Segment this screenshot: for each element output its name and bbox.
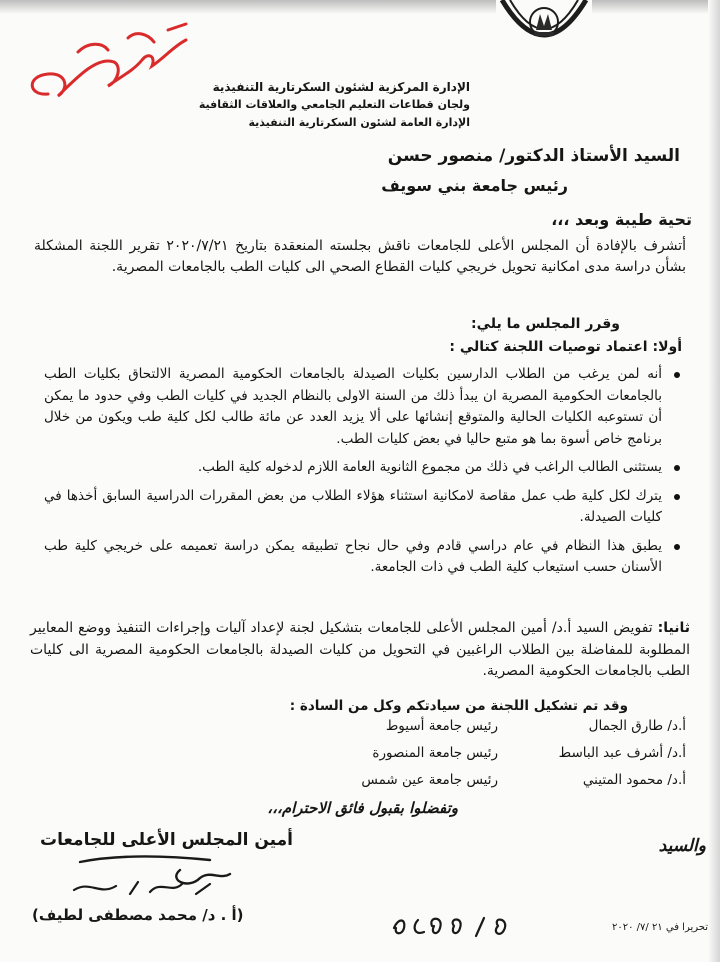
recommendations-list (44, 364, 680, 586)
scan-edge-top (0, 0, 720, 14)
member-role: رئيس جامعة عين شمس (361, 772, 498, 788)
second-resolution-text: تفويض السيد أ.د/ أمين المجلس الأعلى للجامعات بتشكيل لجنة لإعداد آليات وإجراءات التنفيذ ووضع المعايير المطلوبة للمفاضلة بين الطلاب الراغبين في التحويل من كليات الصيدلة بالجامعات الحكومية المصرية الى كليات الطب بالجامعات الحكومية المصرية. (30, 620, 690, 679)
org-line-3: الإدارة العامة لشئون السكرتارية التنفيذية (248, 116, 470, 129)
footer-date: تحريرا في ٢١ /٧/ ٢٠٢٠ (611, 922, 708, 933)
addressee-title: رئيس جامعة بني سويف (381, 176, 568, 195)
org-line-1: الإدارة المركزية لشئون السكرتارية التنفيذية (212, 80, 470, 94)
bullet-dot-icon (674, 544, 680, 550)
second-resolution-label: ثانيا: (657, 620, 691, 636)
member-role: رئيس جامعة أسيوط (385, 718, 498, 734)
member-name: أ.د/ طارق الجمال (588, 718, 686, 734)
committee-intro: وقد تم تشكيل اللجنة من سيادتكم وكل من السادة : (289, 698, 628, 714)
intro-paragraph: أتشرف بالإفادة أن المجلس الأعلى للجامعات ناقش بجلسته المنعقدة بتاريخ ٢٠٢٠/٧/٢١ تقرير اللجنة المشكلة بشأن دراسة مدى امكانية تحويل خريجي كليات القطاع الصحي الى كليات الطب بالجامعات المصرية. (34, 238, 686, 275)
greeting: تحية طيبة وبعد ،،، (551, 210, 692, 229)
recommendation-item: يطبق هذا النظام في عام دراسي قادم وفي حال نجاح تطبيقه يمكن دراسة تعميمه على خريجي كلية طب الأسنان حسب استيعاب كلية الطب في ذات الجامعة. (44, 536, 680, 579)
recommendation-item: يترك لكل كلية طب عمل مقاصة لامكانية استثناء هؤلاء الطلاب من بعض المقررات الدراسية السابق أخذها في كليات الصيدلة. (44, 486, 680, 529)
committee-member (340, 772, 686, 799)
bullet-dot-icon (674, 494, 680, 500)
secretary-handwritten-signature (60, 850, 240, 906)
first-resolution-label: أولا: اعتماد توصيات اللجنة كتالي : (449, 339, 682, 355)
bullet-dot-icon (674, 465, 680, 471)
member-name: أ.د/ محمود المتيني (582, 772, 686, 788)
member-role: رئيس جامعة المنصورة (372, 745, 498, 761)
addressee-name: السيد الأستاذ الدكتور/ منصور حسن (387, 146, 680, 166)
recommendation-item: أنه لمن يرغب من الطلاب الدارسين بكليات الصيدلة بالجامعات الحكومية المصرية الالتحاق بكليات الطب بالجامعات الحكومية المصرية ان يبدأ ذلك من السنة الاولى بالنظام الجديد في كليات الطب وفي حدود ما يمكن أن تستوعبه الكليات الحالية والمتوقع إنشائها على ألا يزيد العدد عن مائة طالب لكل كلية طب ويكون من خلال برنامج خاص أسوة بما هو متبع حاليا في بعض كليات الطب. (44, 364, 680, 450)
bullet-dot-icon (674, 372, 680, 378)
org-line-2: ولجان قطاعات التعليم الجامعي والعلاقات الثقافية (198, 98, 470, 111)
closing-phrase: وتفضلوا بقبول فائق الاحترام،،، (267, 799, 458, 817)
committee-member (340, 718, 686, 745)
second-resolution (30, 618, 690, 683)
wa-sayed-handwritten: والسيد (658, 836, 706, 856)
committee-members (340, 718, 686, 799)
committee-member (340, 745, 686, 772)
organization-header (170, 78, 470, 132)
council-decided: وقرر المجلس ما يلي: (471, 316, 620, 332)
signatory-name: (أ . د/ محمد مصطفى لطيف) (32, 906, 244, 924)
signatory-title: أمين المجلس الأعلى للجامعات (40, 830, 293, 850)
council-logo (496, 0, 592, 64)
recommendation-item: يستثنى الطالب الراغب في ذلك من مجموع الثانوية العامة اللازم لدخوله كلية الطب. (44, 457, 680, 479)
scan-edge-right (708, 0, 720, 962)
handwritten-reference-number (388, 912, 518, 940)
member-name: أ.د/ أشرف عبد الباسط (558, 745, 686, 761)
